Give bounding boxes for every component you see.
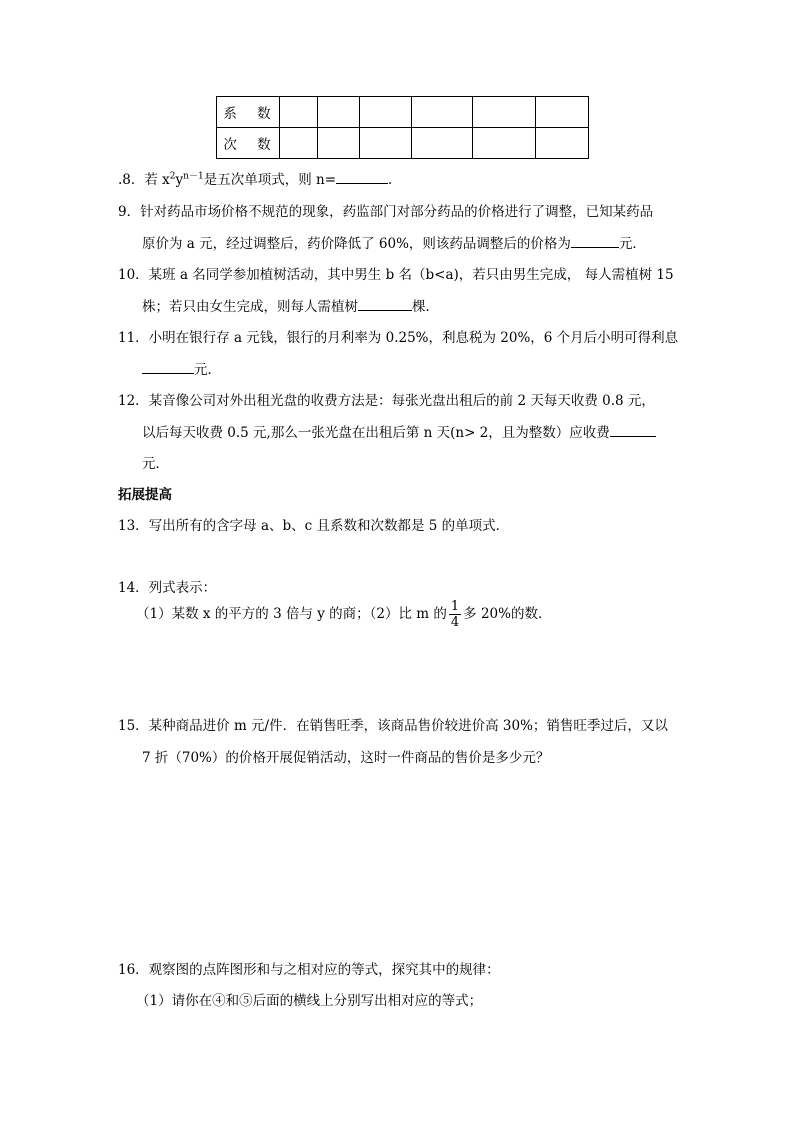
answer-blank[interactable] — [336, 182, 388, 184]
q8-suffix: 是五次单项式，则 n= — [203, 172, 337, 188]
question-12-line-3: 元． — [142, 456, 169, 472]
question-15-line-1: 15．某种商品进价 m 元/件．在销售旺季，该商品售价较进价高 30%；销售旺季过后，又以 — [118, 718, 668, 734]
coefficient-degree-table — [216, 96, 589, 159]
question-13: 13．写出所有的含字母 a、b、c 且系数和次数都是 5 的单项式． — [118, 518, 510, 534]
q8-prefix: .8．若 x — [118, 172, 170, 188]
table-row — [217, 97, 589, 128]
table-cell — [318, 97, 360, 128]
table-row — [217, 128, 589, 159]
q8-variable-y: y — [175, 172, 184, 188]
q8-exponent-y: n－1 — [183, 171, 204, 182]
q8-exponent-x: 2 — [169, 171, 176, 182]
table-cell — [360, 97, 412, 128]
table-cell — [280, 128, 318, 159]
answer-blank[interactable] — [571, 246, 619, 248]
table-cell — [473, 128, 536, 159]
question-11-line-2 — [142, 358, 221, 378]
fraction-numerator: 1 — [450, 599, 460, 614]
fraction-one-quarter — [449, 600, 461, 629]
question-8 — [118, 168, 402, 188]
question-12-line-1: 12．某音像公司对外出租光盘的收费方法是：每张光盘出租后的前 2 天每天收费 0.8 元， — [118, 393, 655, 409]
answer-blank[interactable] — [610, 435, 656, 437]
question-14-line-1: 14．列式表示： — [118, 580, 217, 596]
table-cell — [280, 97, 318, 128]
q11-unit: 元． — [194, 362, 221, 378]
table-cell — [473, 97, 536, 128]
table-row-label-degree: 次 数 — [217, 128, 280, 159]
table-cell — [536, 97, 589, 128]
answer-blank[interactable] — [358, 309, 412, 311]
q9-unit: 元． — [618, 236, 646, 252]
fraction-denominator: 4 — [450, 615, 460, 630]
q10-unit: 棵． — [412, 299, 439, 315]
section-title: 拓展提高 — [118, 487, 172, 503]
q9-text: 原价为 a 元，经过调整后，药价降低了 60%，则该药品调整后的价格为 — [142, 236, 571, 252]
table-row-label-coefficient: 系 数 — [217, 97, 280, 128]
q14-text-end: 多 20%的数． — [463, 606, 552, 622]
q12-text: 以后每天收费 0.5 元,那么一张光盘在出租后第 n 天(n> 2，且为整数）应收费 — [142, 425, 610, 441]
table-cell — [360, 128, 412, 159]
q14-text: （1）某数 x 的平方的 3 倍与 y 的商；（2）比 m 的 — [136, 606, 447, 622]
question-11-line-1: 11．小明在银行存 a 元钱，银行的月利率为 0.25%，利息税为 20%，6 个月后小明可得利息 — [118, 330, 679, 346]
table-cell — [412, 97, 473, 128]
question-14-line-2 — [136, 600, 551, 629]
q8-end: ． — [388, 172, 402, 188]
question-16-line-2: （1）请你在④和⑤后面的横线上分别写出相对应的等式； — [136, 993, 483, 1009]
question-16-line-1: 16．观察图的点阵图形和与之相对应的等式，探究其中的规律： — [118, 962, 500, 978]
question-10-line-2 — [142, 295, 439, 315]
table-cell — [536, 128, 589, 159]
question-12-line-2 — [142, 421, 656, 441]
question-15-line-2: 7 折（70%）的价格开展促销活动，这时一件商品的售价是多少元？ — [142, 750, 550, 766]
table-cell — [318, 128, 360, 159]
question-10-line-1: 10．某班 a 名同学参加植树活动，其中男生 b 名（b<a)，若只由男生完成， 每人需植树 15 — [118, 267, 674, 283]
question-9-line-1: 9．针对药品市场价格不规范的现象，药监部门对部分药品的价格进行了调整，已知某药品 — [118, 204, 654, 220]
q10-text: 株；若只由女生完成，则每人需植树 — [142, 299, 358, 315]
answer-blank[interactable] — [142, 372, 194, 374]
question-9-line-2 — [142, 232, 646, 252]
table-cell — [412, 128, 473, 159]
